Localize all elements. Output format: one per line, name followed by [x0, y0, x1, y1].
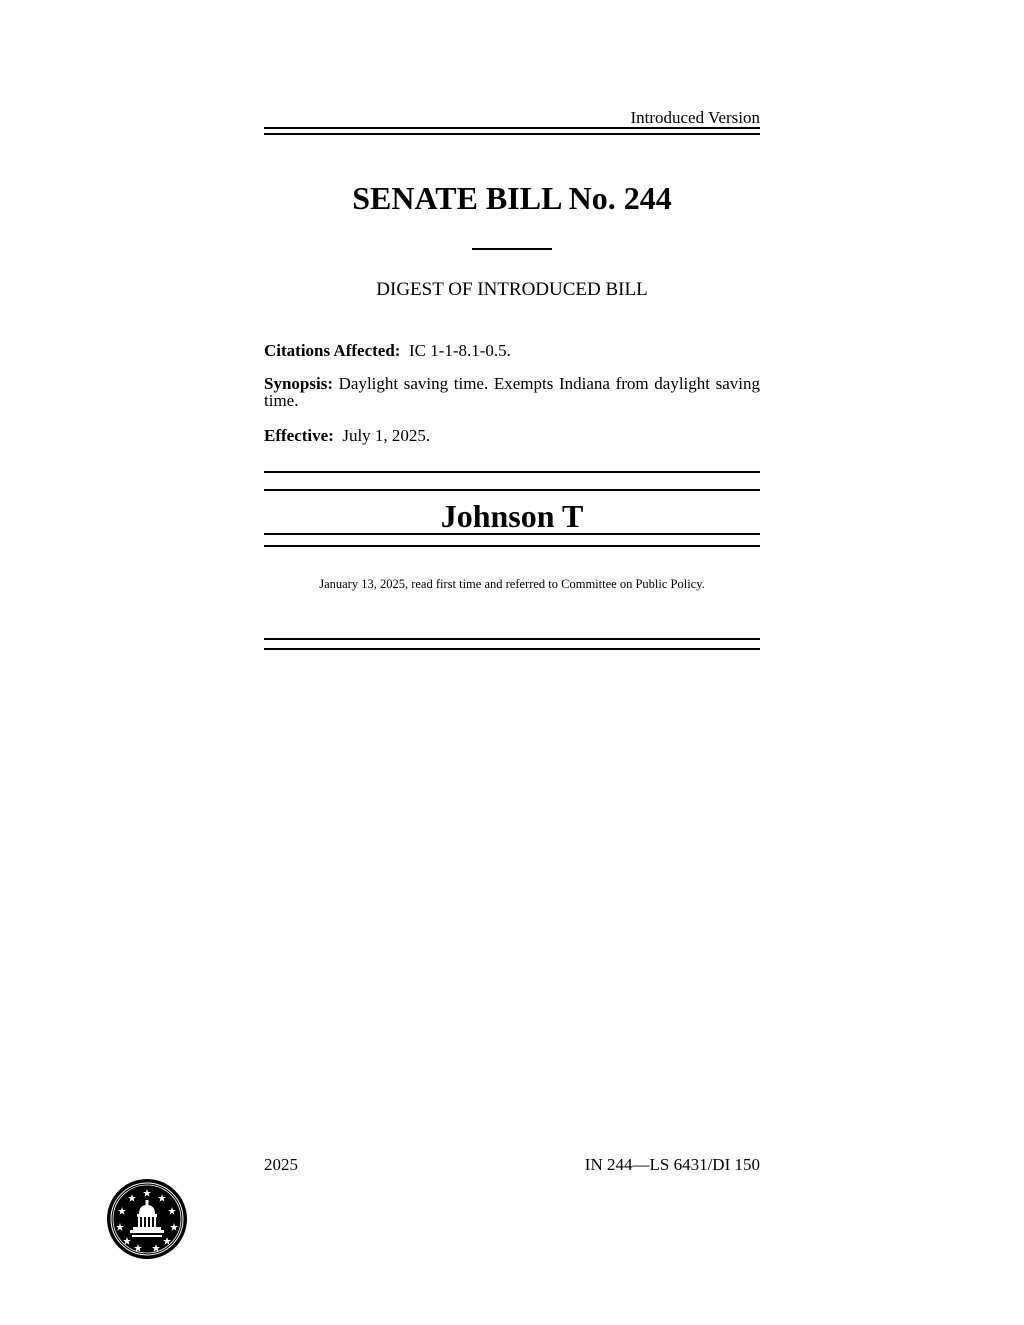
author-rule-4 — [264, 545, 760, 547]
header-rule-top — [264, 127, 760, 129]
author-name: Johnson T — [440, 498, 584, 534]
version-label: Introduced Version — [630, 108, 760, 127]
history-rule-2 — [264, 648, 760, 650]
synopsis-field — [264, 375, 760, 409]
effective-value: July 1, 2025. — [342, 426, 431, 445]
footer-year: 2025 — [264, 1155, 298, 1174]
footer-document-id: IN 244—LS 6431/DI 150 — [584, 1155, 760, 1174]
bill-title: SENATE BILL No. 244 — [352, 180, 672, 216]
citations-field — [264, 342, 760, 359]
header-rule-bottom — [264, 133, 760, 135]
state-seal-icon — [106, 1178, 188, 1260]
synopsis-label: Synopsis: — [264, 374, 333, 393]
legislative-history: January 13, 2025, read first time and referred to Committee on Public Policy. — [319, 577, 705, 591]
history-rule-1 — [264, 638, 760, 640]
effective-label: Effective: — [264, 426, 334, 445]
author-rule-3 — [264, 533, 760, 535]
author-rule-2 — [264, 489, 760, 491]
citations-label: Citations Affected: — [264, 341, 401, 360]
author-rule-1 — [264, 471, 760, 473]
effective-field — [264, 427, 760, 444]
citations-value: IC 1-1-8.1-0.5. — [408, 341, 511, 360]
synopsis-value: Daylight saving time. Exempts Indiana from daylight saving time. — [264, 374, 761, 410]
title-divider — [472, 248, 552, 250]
digest-heading: DIGEST OF INTRODUCED BILL — [376, 279, 648, 300]
